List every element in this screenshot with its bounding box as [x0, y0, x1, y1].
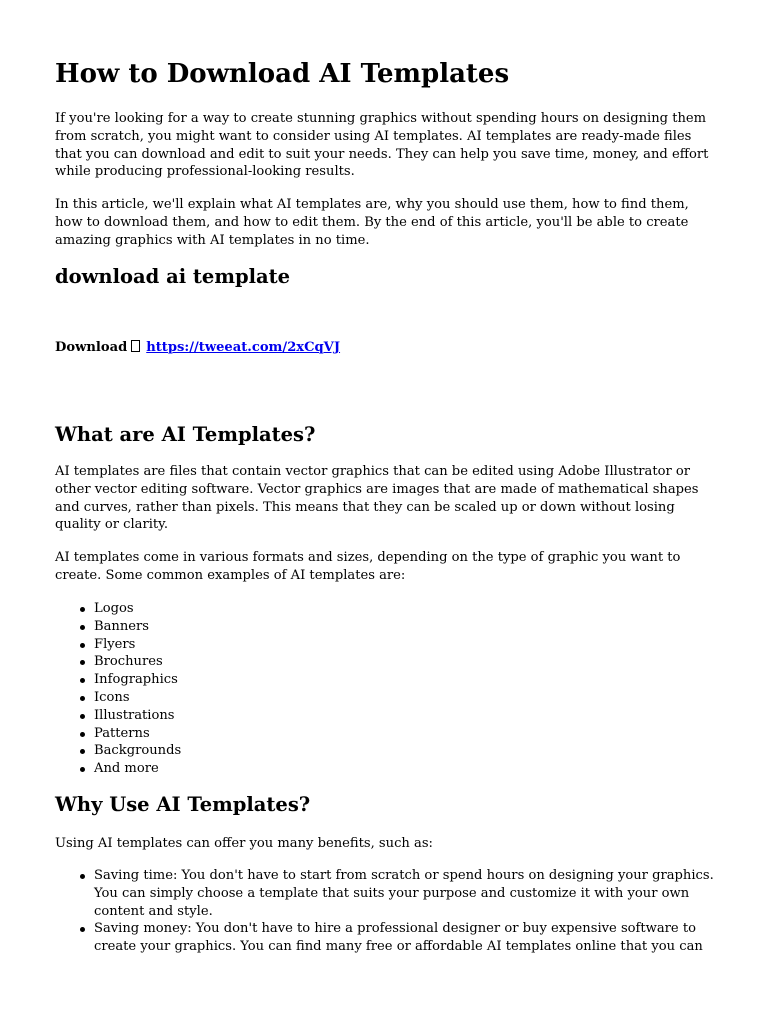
list-item: Logos	[94, 600, 759, 618]
what-paragraph-2: AI templates come in various formats and sizes, depending on the type of graphic you want to create. Some common examples of AI templates are:	[55, 550, 681, 583]
list-item: Backgrounds	[94, 742, 759, 760]
list-item: And more	[94, 760, 759, 778]
download-line	[55, 339, 720, 357]
intro-paragraph-2: In this article, we'll explain what AI templates are, why you should use them, how to find them, how to download them, and how to edit them. By the end of this article, you'll be able to create amazing graphics with AI templates in no time.	[55, 197, 689, 248]
list-item: Banners	[94, 618, 759, 636]
missing-glyph-icon	[131, 340, 140, 352]
download-heading: download ai template	[55, 265, 291, 288]
why-heading: Why Use AI Templates?	[55, 793, 311, 816]
list-item: Saving time: You don't have to start from scratch or spend hours on designing your graphics. You can simply choose a template that suits your purpose and customize it with your own content and style.	[94, 867, 720, 920]
list-item: Patterns	[94, 725, 759, 743]
why-paragraph-1: Using AI templates can offer you many benefits, such as:	[55, 836, 433, 851]
download-link[interactable]: https://tweeat.com/2xCqVJ	[146, 340, 341, 355]
what-paragraph-1: AI templates are files that contain vector graphics that can be edited using Adobe Illustrator or other vector editing software. Vector graphics are images that are made of mathematical shapes and curves, rather than pixels. This means that they can be scaled up or down without losing quality or clarity.	[55, 464, 699, 533]
list-item: Illustrations	[94, 707, 759, 725]
list-item: Saving money: You don't have to hire a professional designer or buy expensive software to create your graphics. You can find many free or affordable AI templates online that you can	[94, 920, 720, 956]
benefits-list	[55, 867, 720, 956]
list-item: Brochures	[94, 653, 759, 671]
intro-paragraph-1: If you're looking for a way to create stunning graphics without spending hours on designing them from scratch, you might want to consider using AI templates. AI templates are ready-made files that you can download and edit to suit your needs. They can help you save time, money, and effort while producing professional-looking results.	[55, 111, 709, 180]
what-heading: What are AI Templates?	[55, 423, 316, 446]
list-item: Icons	[94, 689, 759, 707]
download-label: Download	[55, 340, 128, 355]
list-item: Infographics	[94, 671, 759, 689]
examples-list	[55, 600, 759, 778]
list-item: Flyers	[94, 636, 759, 654]
page-title: How to Download AI Templates	[55, 59, 510, 89]
